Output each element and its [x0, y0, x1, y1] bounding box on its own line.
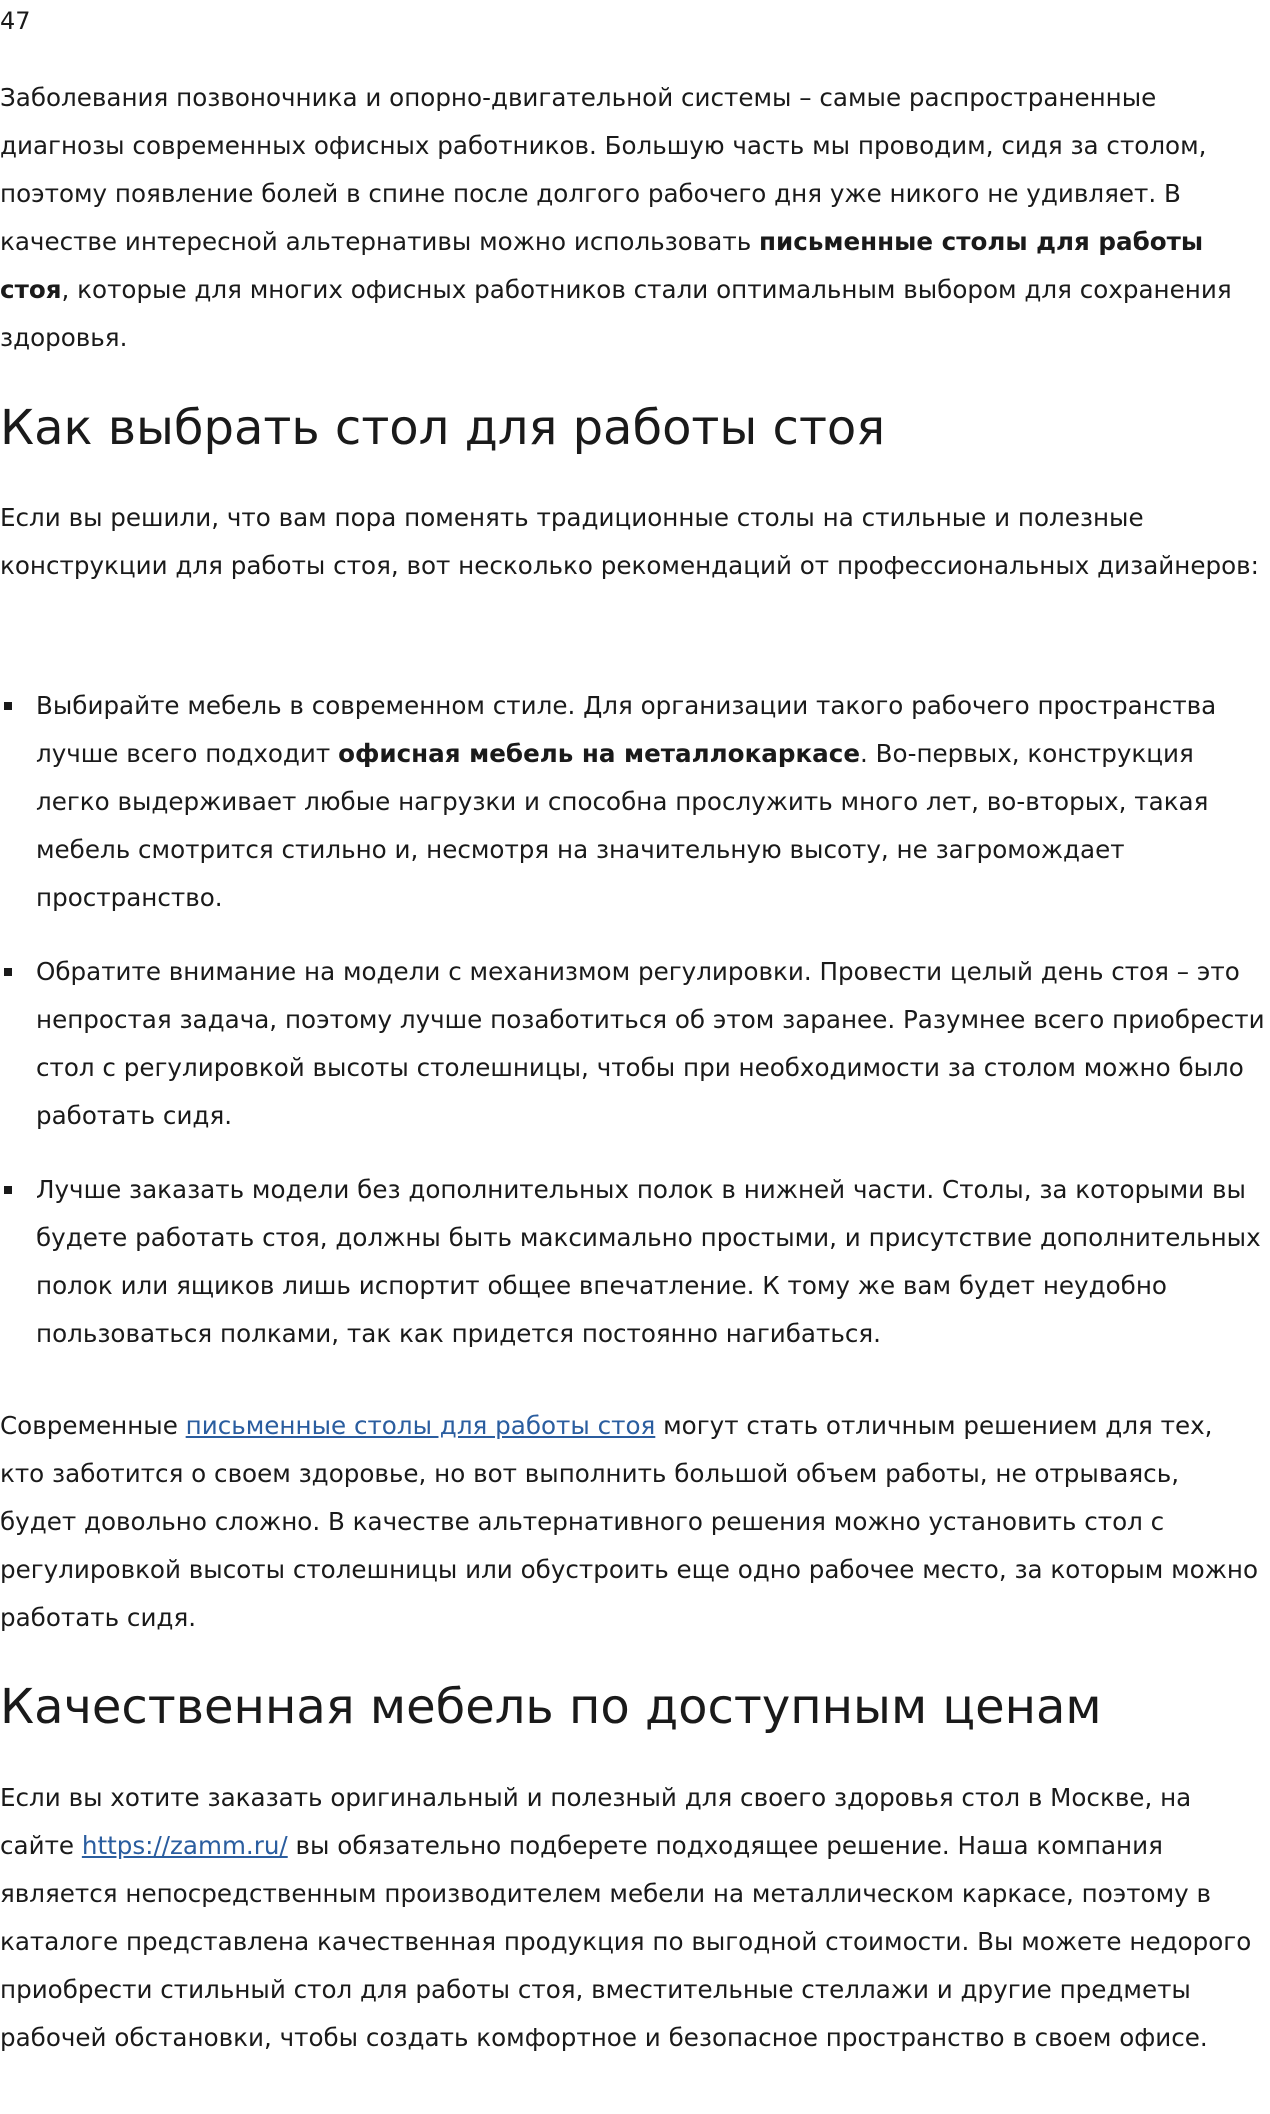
recommendations-list — [0, 682, 1270, 1358]
intro-bold-phrase: письменные столы для работы стоя — [0, 227, 1204, 304]
intro-text-1: Заболевания позвоночника и опорно-двигательной системы – самые распространенные диагнозы современных офисных работников. Большую часть мы проводим, сидя за столом, поэтому появление болей в спине после долгого рабочего дня уже никого не удивляет. В качестве интересной альтернативы можно использовать — [0, 83, 1207, 256]
intro-paragraph — [0, 74, 1262, 362]
closing-text-1: Современные — [0, 1411, 186, 1440]
bullet-1-text-1: Выбирайте мебель в современном стиле. Для организации такого рабочего пространства лучше всего подходит — [36, 691, 1217, 768]
list-item — [0, 948, 1270, 1140]
square-bullet-icon — [4, 1186, 12, 1194]
square-bullet-icon — [4, 702, 12, 710]
section-1-lead: Если вы решили, что вам пора поменять традиционные столы на стильные и полезные конструкции для работы стоя, вот несколько рекомендаций от профессиональных дизайнеров: — [0, 503, 1259, 580]
zamm-site-link[interactable]: https://zamm.ru/ — [81, 1831, 288, 1860]
section-2-heading: Качественная мебель по доступным ценам — [0, 1679, 1102, 1735]
section-1-heading: Как выбрать стол для работы стоя — [0, 400, 886, 456]
bullet-2-text: Обратите внимание на модели с механизмом регулировки. Провести целый день стоя – это непростая задача, поэтому лучше позаботиться об этом заранее. Разумнее всего приобрести стол с регулировкой высоты столешницы, чтобы при необходимости за столом можно было работать сидя. — [36, 957, 1265, 1130]
section-2-paragraph — [0, 1774, 1262, 2062]
bullet-1-text-2: . Во-первых, конструкция легко выдерживает любые нагрузки и способна прослужить много лет, во-вторых, такая мебель смотрится стильно и, несмотря на значительную высоту, не загромождает пространство. — [36, 739, 1209, 912]
section-2-text-2: вы обязательно подберете подходящее решение. Наша компания является непосредственным производителем мебели на металлическом каркасе, поэтому в каталоге представлена качественная продукция по выгодной стоимости. Вы можете недорого приобрести стильный стол для работы стоя, вместительные стеллажи и другие предметы рабочей обстановки, чтобы создать комфортное и безопасное пространство в своем офисе. — [0, 1831, 1252, 2052]
bullet-3-text: Лучше заказать модели без дополнительных полок в нижней части. Столы, за которыми вы будете работать стоя, должны быть максимально простыми, и присутствие дополнительных полок или ящиков лишь испортит общее впечатление. К тому же вам будет неудобно пользоваться полками, так как придется постоянно нагибаться. — [36, 1175, 1261, 1348]
intro-text-2: , которые для многих офисных работников стали оптимальным выбором для сохранения здоровья. — [0, 275, 1232, 352]
list-item — [0, 682, 1270, 922]
bullet-1-bold-phrase: офисная мебель на металлокаркасе — [338, 739, 861, 768]
list-item — [0, 1166, 1270, 1358]
section-2-text-1: Если вы хотите заказать оригинальный и полезный для своего здоровья стол в Москве, на сайте — [0, 1783, 1192, 1860]
standing-desks-link[interactable]: письменные столы для работы стоя — [185, 1411, 656, 1440]
page-number: 47 — [0, 7, 31, 35]
square-bullet-icon — [4, 968, 12, 976]
section-1-closing — [0, 1402, 1262, 1642]
closing-text-2: могут стать отличным решением для тех, кто заботится о своем здоровье, но вот выполнить большой объем работы, не отрываясь, будет довольно сложно. В качестве альтернативного решения можно установить стол с регулировкой высоты столешницы или обустроить еще одно рабочее место, за которым можно работать сидя. — [0, 1411, 1258, 1632]
